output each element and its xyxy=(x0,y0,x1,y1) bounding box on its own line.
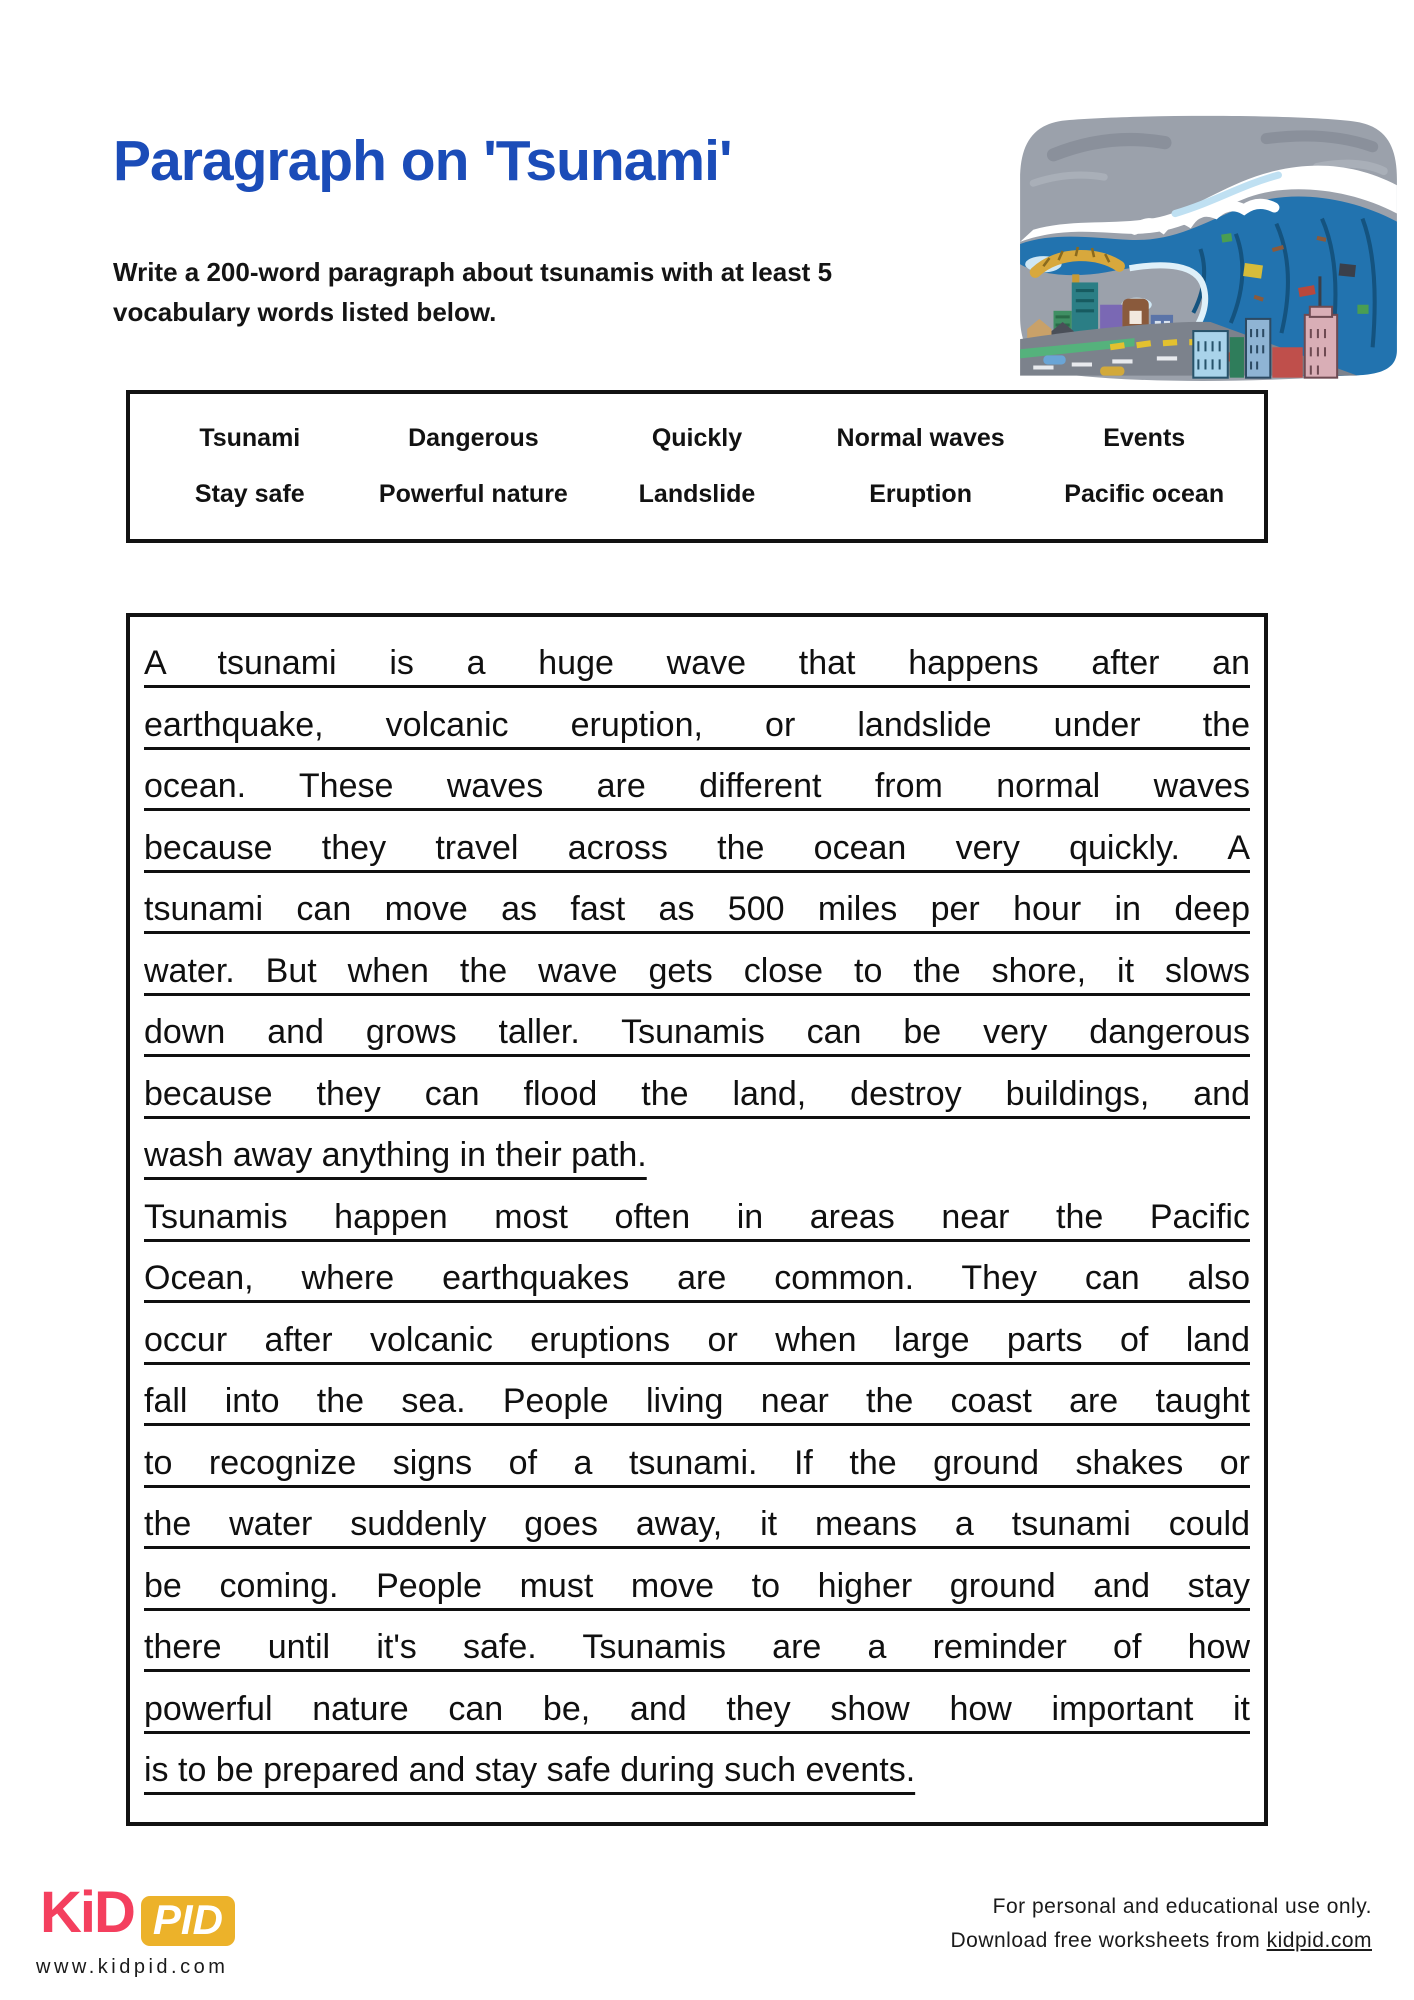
paragraph-line: ocean. These waves are different from normal waves xyxy=(144,767,1250,805)
page-instructions xyxy=(113,252,913,333)
paragraph-line: to recognize signs of a tsunami. If the ground shakes or xyxy=(144,1443,1250,1482)
paragraph-line: Ocean, where earthquakes are common. They can also xyxy=(144,1259,1250,1297)
website-url: www.kidpid.com xyxy=(36,1956,229,1978)
paragraph-line: there until it's safe. Tsunamis are a reminder of how xyxy=(144,1628,1250,1666)
tsunami-illustration xyxy=(1013,112,1403,384)
paragraph-line: A tsunami is a huge wave that happens after an xyxy=(144,644,1250,682)
paragraph-line: is to be prepared and stay safe during such events. xyxy=(144,1751,916,1789)
vocab-word: Pacific ocean xyxy=(1064,479,1225,508)
paragraph-line: fall into the sea. People living near the coast are taught xyxy=(144,1382,1250,1420)
paragraph-line: because they travel across the ocean very quickly. A xyxy=(144,828,1250,867)
vocabulary-box xyxy=(126,390,1268,543)
vocabulary-row-1 xyxy=(138,424,1256,453)
page-title: Paragraph on 'Tsunami' xyxy=(113,129,732,193)
paragraph-line: because they can flood the land, destroy buildings, and xyxy=(144,1074,1250,1113)
footer-note-line-2: Download free worksheets from kidpid.com xyxy=(950,1929,1372,1952)
paragraph-line: occur after volcanic eruptions or when large parts of land xyxy=(144,1320,1250,1359)
vocab-word: Quickly xyxy=(651,424,743,453)
vocabulary-row-2 xyxy=(138,480,1256,509)
vocab-word: Eruption xyxy=(869,479,972,508)
paragraph-line: water. But when the wave gets close to the shore, it slows xyxy=(144,951,1250,990)
vocab-word: Powerful nature xyxy=(378,479,568,508)
vocab-word: Stay safe xyxy=(194,479,305,508)
kidpid-logo xyxy=(40,1880,235,1946)
vocab-word: Tsunami xyxy=(199,424,301,453)
kidpid-logo-pid: PID xyxy=(141,1896,235,1946)
paragraph-line: earthquake, volcanic eruption, or landslide under the xyxy=(144,705,1250,744)
kidpid-link[interactable]: kidpid.com xyxy=(1266,1929,1372,1952)
paragraph-line: down and grows taller. Tsunamis can be very dangerous xyxy=(144,1013,1250,1051)
paragraph-line: the water suddenly goes away, it means a tsunami could xyxy=(144,1505,1250,1543)
kidpid-logo-kid: KiD xyxy=(40,1880,134,1945)
paragraph-line: powerful nature can be, and they show how important it xyxy=(144,1689,1250,1728)
paragraph-answer-box xyxy=(126,613,1268,1826)
vocab-word: Normal waves xyxy=(836,424,1005,453)
instructions-line-2: vocabulary words listed below. xyxy=(113,297,497,328)
paragraph-line: wash away anything in their path. xyxy=(144,1136,647,1174)
footer-note xyxy=(950,1890,1372,1958)
vocab-word: Dangerous xyxy=(408,424,539,453)
instructions-line-1: Write a 200-word paragraph about tsunamis with at least 5 xyxy=(113,257,833,287)
paragraph-line: tsunami can move as fast as 500 miles per hour in deep xyxy=(144,890,1250,928)
paragraph-line: be coming. People must move to higher ground and stay xyxy=(144,1566,1250,1605)
paragraph-line: Tsunamis happen most often in areas near the Pacific xyxy=(144,1197,1250,1236)
vocab-word: Events xyxy=(1103,424,1186,453)
footer-note-line-1: For personal and educational use only. xyxy=(992,1895,1372,1918)
vocab-word: Landslide xyxy=(638,479,756,508)
